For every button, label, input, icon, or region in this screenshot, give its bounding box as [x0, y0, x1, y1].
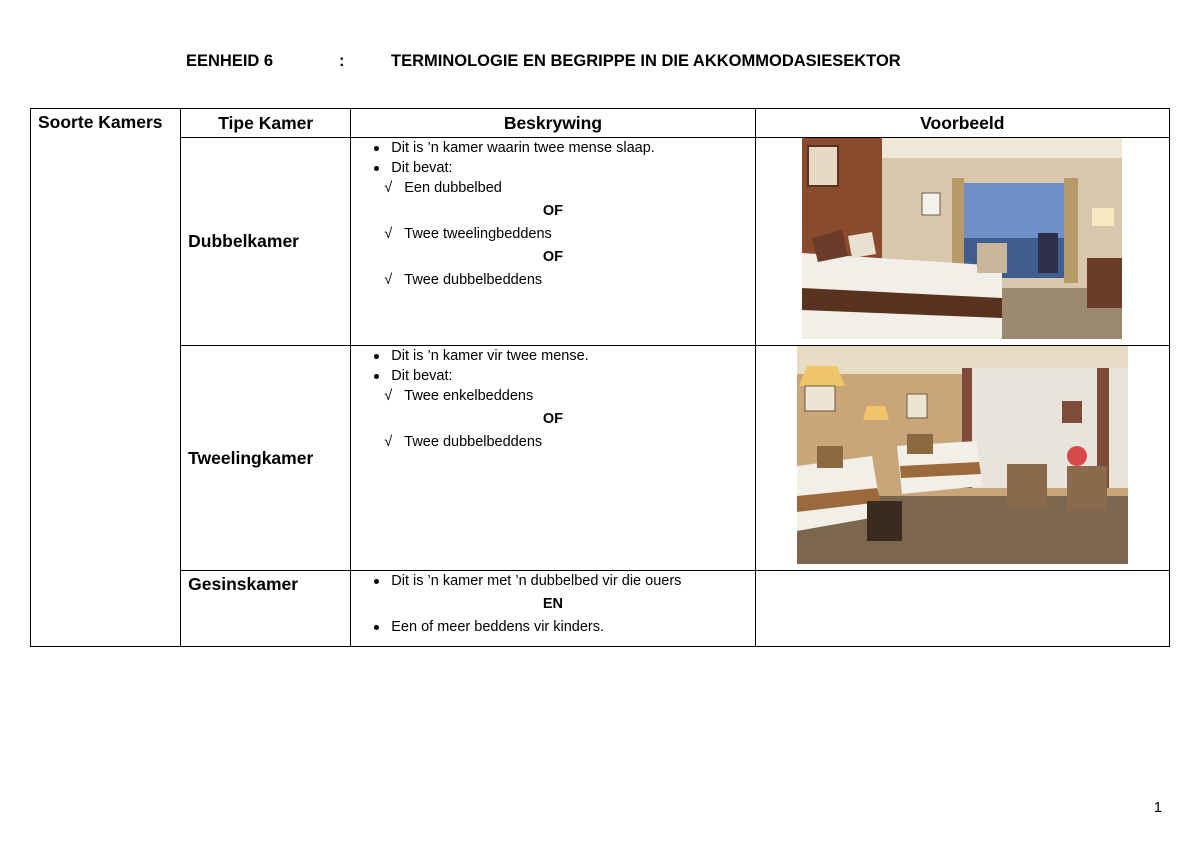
table-header-row — [31, 109, 1170, 138]
check-line: √ Twee dubbelbeddens — [384, 434, 543, 450]
document-title — [0, 52, 1200, 74]
page-number: 1 — [1153, 800, 1162, 816]
bullet-line: Dit bevat: — [359, 366, 746, 386]
room-types-table — [30, 108, 1170, 647]
title-separator: : — [339, 52, 345, 70]
room-type-cell — [181, 346, 351, 571]
room-type-label: Tweelingkamer — [188, 447, 314, 468]
check-icon: √ — [384, 226, 393, 242]
check-icon: √ — [384, 434, 393, 450]
connector-text: OF — [542, 411, 563, 427]
table-row — [31, 346, 1170, 571]
table-row — [31, 138, 1170, 346]
title-text: TERMINOLOGIE EN BEGRIPPE IN DIE AKKOMMODASIESEKTOR — [391, 52, 901, 70]
category-label: Soorte Kamers — [38, 112, 163, 132]
room-type-cell — [181, 138, 351, 346]
unit-label: EENHEID 6 — [186, 52, 274, 70]
example-cell — [755, 138, 1169, 346]
category-cell — [31, 109, 181, 647]
check-icon: √ — [384, 180, 393, 196]
check-line: √ Een dubbelbed — [384, 180, 502, 196]
example-cell — [755, 346, 1169, 571]
twin-room-photo — [797, 346, 1128, 564]
bullet-line: Dit bevat: — [359, 158, 746, 178]
check-line: √ Twee dubbelbeddens — [384, 272, 543, 288]
check-line: √ Twee enkelbeddens — [384, 388, 534, 404]
table-row — [31, 571, 1170, 647]
connector-text: OF — [542, 203, 563, 219]
bullet-line: Een of meer beddens vir kinders. — [359, 617, 746, 637]
connector-text: EN — [542, 596, 564, 612]
room-type-label: Dubbelkamer — [188, 231, 299, 251]
example-cell-empty — [755, 571, 1169, 647]
bullet-line: Dit is ’n kamer vir twee mense. — [359, 346, 746, 366]
header-type: Tipe Kamer — [181, 109, 351, 138]
bullet-line: Dit is ’n kamer met ’n dubbelbed vir die ouers — [359, 571, 746, 591]
description-cell — [351, 138, 755, 346]
description-cell — [351, 571, 755, 647]
double-room-photo — [802, 138, 1122, 339]
check-line: √ Twee tweelingbeddens — [384, 226, 552, 242]
room-type-label: Gesinskamer — [188, 574, 299, 594]
check-icon: √ — [384, 388, 393, 404]
bullet-line: Dit is ’n kamer waarin twee mense slaap. — [359, 138, 746, 158]
header-description: Beskrywing — [351, 109, 755, 138]
check-icon: √ — [384, 272, 393, 288]
connector-text: OF — [542, 249, 563, 265]
header-example: Voorbeeld — [755, 109, 1169, 138]
room-type-cell — [181, 571, 351, 647]
description-cell — [351, 346, 755, 571]
